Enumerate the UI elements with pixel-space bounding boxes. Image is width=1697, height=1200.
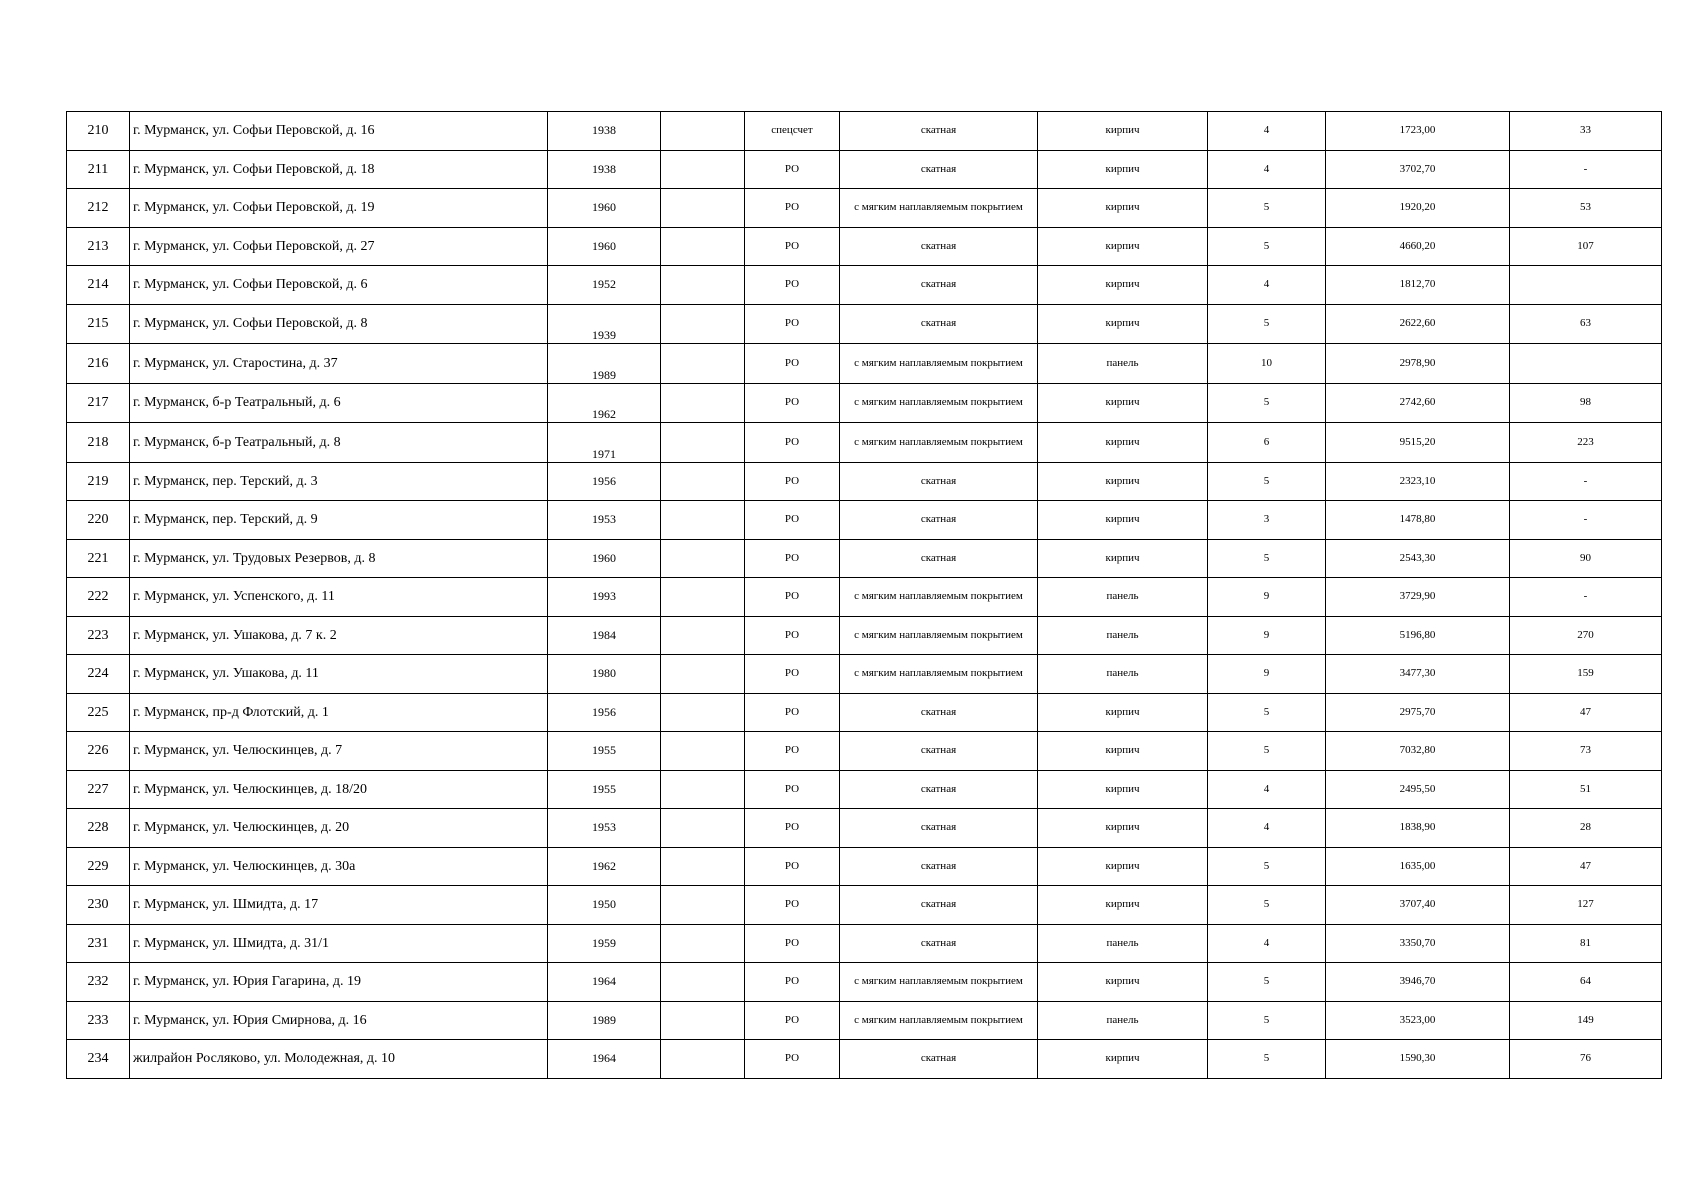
- floors-cell: 5: [1208, 227, 1326, 266]
- fund-method-cell: РО: [745, 732, 840, 771]
- count-cell: 270: [1510, 616, 1662, 655]
- address-cell: г. Мурманск, ул. Челюскинцев, д. 18/20: [130, 770, 548, 809]
- table-row: [67, 1040, 1662, 1079]
- area-cell: 2543,30: [1326, 539, 1510, 578]
- address-cell: г. Мурманск, ул. Успенского, д. 11: [130, 578, 548, 617]
- area-cell: 9515,20: [1326, 423, 1510, 463]
- roof-type-cell: с мягким наплавляемым покрытием: [840, 616, 1038, 655]
- address-cell: г. Мурманск, ул. Шмидта, д. 31/1: [130, 924, 548, 963]
- roof-type-cell: с мягким наплавляемым покрытием: [840, 344, 1038, 384]
- count-cell: 159: [1510, 655, 1662, 694]
- address-cell: г. Мурманск, ул. Софьи Перовской, д. 16: [130, 112, 548, 151]
- year-cell: 1993: [548, 578, 661, 617]
- empty-cell: [661, 150, 745, 189]
- table-row: [67, 150, 1662, 189]
- wall-material-cell: кирпич: [1038, 963, 1208, 1002]
- area-cell: 3350,70: [1326, 924, 1510, 963]
- address-cell: г. Мурманск, ул. Ушакова, д. 7 к. 2: [130, 616, 548, 655]
- wall-material-cell: кирпич: [1038, 189, 1208, 228]
- empty-cell: [661, 578, 745, 617]
- roof-type-cell: скатная: [840, 770, 1038, 809]
- fund-method-cell: РО: [745, 924, 840, 963]
- year-cell: 1971: [548, 423, 661, 463]
- count-cell: 51: [1510, 770, 1662, 809]
- fund-method-cell: РО: [745, 539, 840, 578]
- floors-cell: 4: [1208, 809, 1326, 848]
- table-row: [67, 655, 1662, 694]
- roof-type-cell: скатная: [840, 809, 1038, 848]
- address-cell: г. Мурманск, ул. Ушакова, д. 11: [130, 655, 548, 694]
- roof-type-cell: скатная: [840, 112, 1038, 151]
- table-row: [67, 304, 1662, 344]
- count-cell: -: [1510, 501, 1662, 540]
- count-cell: 28: [1510, 809, 1662, 848]
- fund-method-cell: спецсчет: [745, 112, 840, 151]
- fund-method-cell: РО: [745, 462, 840, 501]
- roof-type-cell: с мягким наплавляемым покрытием: [840, 383, 1038, 423]
- address-cell: г. Мурманск, ул. Софьи Перовской, д. 18: [130, 150, 548, 189]
- count-cell: 64: [1510, 963, 1662, 1002]
- count-cell: 223: [1510, 423, 1662, 463]
- empty-cell: [661, 924, 745, 963]
- roof-type-cell: скатная: [840, 227, 1038, 266]
- count-cell: 90: [1510, 539, 1662, 578]
- address-cell: жилрайон Росляково, ул. Молодежная, д. 10: [130, 1040, 548, 1079]
- empty-cell: [661, 809, 745, 848]
- table-row: [67, 616, 1662, 655]
- empty-cell: [661, 616, 745, 655]
- area-cell: 2323,10: [1326, 462, 1510, 501]
- fund-method-cell: РО: [745, 189, 840, 228]
- fund-method-cell: РО: [745, 809, 840, 848]
- row-number-cell: 228: [67, 809, 130, 848]
- table-row: [67, 539, 1662, 578]
- count-cell: -: [1510, 578, 1662, 617]
- empty-cell: [661, 847, 745, 886]
- area-cell: 3702,70: [1326, 150, 1510, 189]
- table-row: [67, 462, 1662, 501]
- year-cell: 1960: [548, 189, 661, 228]
- area-cell: 4660,20: [1326, 227, 1510, 266]
- row-number-cell: 227: [67, 770, 130, 809]
- floors-cell: 10: [1208, 344, 1326, 384]
- table-row: [67, 189, 1662, 228]
- table-row: [67, 963, 1662, 1002]
- floors-cell: 9: [1208, 578, 1326, 617]
- year-cell: 1956: [548, 462, 661, 501]
- table-row: [67, 924, 1662, 963]
- row-number-cell: 215: [67, 304, 130, 344]
- floors-cell: 5: [1208, 539, 1326, 578]
- fund-method-cell: РО: [745, 423, 840, 463]
- roof-type-cell: скатная: [840, 693, 1038, 732]
- table-row: [67, 266, 1662, 305]
- table-row: [67, 227, 1662, 266]
- floors-cell: 4: [1208, 150, 1326, 189]
- roof-type-cell: скатная: [840, 462, 1038, 501]
- wall-material-cell: кирпич: [1038, 847, 1208, 886]
- area-cell: 7032,80: [1326, 732, 1510, 771]
- roof-type-cell: с мягким наплавляемым покрытием: [840, 1001, 1038, 1040]
- year-cell: 1938: [548, 112, 661, 151]
- year-cell: 1984: [548, 616, 661, 655]
- address-cell: г. Мурманск, ул. Челюскинцев, д. 30а: [130, 847, 548, 886]
- empty-cell: [661, 383, 745, 423]
- fund-method-cell: РО: [745, 693, 840, 732]
- row-number-cell: 213: [67, 227, 130, 266]
- year-cell: 1980: [548, 655, 661, 694]
- year-cell: 1960: [548, 539, 661, 578]
- area-cell: 2742,60: [1326, 383, 1510, 423]
- address-cell: г. Мурманск, б-р Театральный, д. 6: [130, 383, 548, 423]
- count-cell: 53: [1510, 189, 1662, 228]
- address-cell: г. Мурманск, пер. Терский, д. 9: [130, 501, 548, 540]
- count-cell: 47: [1510, 847, 1662, 886]
- address-cell: г. Мурманск, ул. Старостина, д. 37: [130, 344, 548, 384]
- wall-material-cell: кирпич: [1038, 304, 1208, 344]
- area-cell: 1723,00: [1326, 112, 1510, 151]
- table-row: [67, 886, 1662, 925]
- fund-method-cell: РО: [745, 655, 840, 694]
- address-cell: г. Мурманск, ул. Софьи Перовской, д. 6: [130, 266, 548, 305]
- count-cell: 76: [1510, 1040, 1662, 1079]
- count-cell: 63: [1510, 304, 1662, 344]
- roof-type-cell: с мягким наплавляемым покрытием: [840, 189, 1038, 228]
- row-number-cell: 210: [67, 112, 130, 151]
- empty-cell: [661, 886, 745, 925]
- roof-type-cell: с мягким наплавляемым покрытием: [840, 963, 1038, 1002]
- floors-cell: 5: [1208, 383, 1326, 423]
- wall-material-cell: панель: [1038, 1001, 1208, 1040]
- wall-material-cell: панель: [1038, 924, 1208, 963]
- table-row: [67, 578, 1662, 617]
- wall-material-cell: кирпич: [1038, 770, 1208, 809]
- year-cell: 1989: [548, 1001, 661, 1040]
- table-row: [67, 770, 1662, 809]
- year-cell: 1955: [548, 770, 661, 809]
- empty-cell: [661, 266, 745, 305]
- row-number-cell: 217: [67, 383, 130, 423]
- year-cell: 1955: [548, 732, 661, 771]
- wall-material-cell: кирпич: [1038, 732, 1208, 771]
- wall-material-cell: кирпич: [1038, 383, 1208, 423]
- year-cell: 1962: [548, 847, 661, 886]
- area-cell: 2495,50: [1326, 770, 1510, 809]
- empty-cell: [661, 462, 745, 501]
- row-number-cell: 232: [67, 963, 130, 1002]
- address-cell: г. Мурманск, ул. Челюскинцев, д. 20: [130, 809, 548, 848]
- roof-type-cell: с мягким наплавляемым покрытием: [840, 655, 1038, 694]
- address-cell: г. Мурманск, ул. Трудовых Резервов, д. 8: [130, 539, 548, 578]
- area-cell: 5196,80: [1326, 616, 1510, 655]
- fund-method-cell: РО: [745, 383, 840, 423]
- count-cell: 81: [1510, 924, 1662, 963]
- area-cell: 3707,40: [1326, 886, 1510, 925]
- row-number-cell: 214: [67, 266, 130, 305]
- floors-cell: 5: [1208, 732, 1326, 771]
- year-cell: 1964: [548, 963, 661, 1002]
- row-number-cell: 219: [67, 462, 130, 501]
- row-number-cell: 230: [67, 886, 130, 925]
- fund-method-cell: РО: [745, 304, 840, 344]
- fund-method-cell: РО: [745, 1001, 840, 1040]
- area-cell: 3477,30: [1326, 655, 1510, 694]
- table-row: [67, 344, 1662, 384]
- row-number-cell: 229: [67, 847, 130, 886]
- empty-cell: [661, 693, 745, 732]
- address-cell: г. Мурманск, пр-д Флотский, д. 1: [130, 693, 548, 732]
- row-number-cell: 220: [67, 501, 130, 540]
- floors-cell: 9: [1208, 655, 1326, 694]
- wall-material-cell: панель: [1038, 616, 1208, 655]
- year-cell: 1953: [548, 501, 661, 540]
- count-cell: 107: [1510, 227, 1662, 266]
- wall-material-cell: кирпич: [1038, 112, 1208, 151]
- row-number-cell: 224: [67, 655, 130, 694]
- count-cell: 33: [1510, 112, 1662, 151]
- wall-material-cell: кирпич: [1038, 227, 1208, 266]
- count-cell: 73: [1510, 732, 1662, 771]
- roof-type-cell: скатная: [840, 539, 1038, 578]
- fund-method-cell: РО: [745, 501, 840, 540]
- area-cell: 3523,00: [1326, 1001, 1510, 1040]
- wall-material-cell: кирпич: [1038, 150, 1208, 189]
- row-number-cell: 211: [67, 150, 130, 189]
- address-cell: г. Мурманск, б-р Театральный, д. 8: [130, 423, 548, 463]
- count-cell: [1510, 266, 1662, 305]
- floors-cell: 5: [1208, 693, 1326, 732]
- row-number-cell: 233: [67, 1001, 130, 1040]
- row-number-cell: 231: [67, 924, 130, 963]
- address-cell: г. Мурманск, ул. Софьи Перовской, д. 27: [130, 227, 548, 266]
- year-cell: 1953: [548, 809, 661, 848]
- fund-method-cell: РО: [745, 227, 840, 266]
- wall-material-cell: кирпич: [1038, 809, 1208, 848]
- area-cell: 1920,20: [1326, 189, 1510, 228]
- table-row: [67, 847, 1662, 886]
- table-row: [67, 112, 1662, 151]
- row-number-cell: 212: [67, 189, 130, 228]
- empty-cell: [661, 963, 745, 1002]
- row-number-cell: 222: [67, 578, 130, 617]
- fund-method-cell: РО: [745, 616, 840, 655]
- empty-cell: [661, 732, 745, 771]
- address-cell: г. Мурманск, ул. Шмидта, д. 17: [130, 886, 548, 925]
- roof-type-cell: с мягким наплавляемым покрытием: [840, 423, 1038, 463]
- floors-cell: 5: [1208, 847, 1326, 886]
- address-cell: г. Мурманск, пер. Терский, д. 3: [130, 462, 548, 501]
- row-number-cell: 216: [67, 344, 130, 384]
- fund-method-cell: РО: [745, 886, 840, 925]
- address-cell: г. Мурманск, ул. Софьи Перовской, д. 19: [130, 189, 548, 228]
- year-cell: 1952: [548, 266, 661, 305]
- fund-method-cell: РО: [745, 1040, 840, 1079]
- area-cell: 3729,90: [1326, 578, 1510, 617]
- empty-cell: [661, 770, 745, 809]
- wall-material-cell: панель: [1038, 655, 1208, 694]
- wall-material-cell: панель: [1038, 578, 1208, 617]
- count-cell: 149: [1510, 1001, 1662, 1040]
- floors-cell: 4: [1208, 112, 1326, 151]
- table-body: [67, 112, 1662, 1079]
- year-cell: 1964: [548, 1040, 661, 1079]
- empty-cell: [661, 501, 745, 540]
- fund-method-cell: РО: [745, 266, 840, 305]
- area-cell: 3946,70: [1326, 963, 1510, 1002]
- empty-cell: [661, 423, 745, 463]
- floors-cell: 5: [1208, 189, 1326, 228]
- floors-cell: 5: [1208, 886, 1326, 925]
- wall-material-cell: кирпич: [1038, 266, 1208, 305]
- address-cell: г. Мурманск, ул. Юрия Гагарина, д. 19: [130, 963, 548, 1002]
- empty-cell: [661, 112, 745, 151]
- wall-material-cell: кирпич: [1038, 501, 1208, 540]
- area-cell: 2978,90: [1326, 344, 1510, 384]
- wall-material-cell: кирпич: [1038, 886, 1208, 925]
- count-cell: [1510, 344, 1662, 384]
- wall-material-cell: кирпич: [1038, 693, 1208, 732]
- year-cell: 1956: [548, 693, 661, 732]
- floors-cell: 3: [1208, 501, 1326, 540]
- row-number-cell: 221: [67, 539, 130, 578]
- wall-material-cell: кирпич: [1038, 462, 1208, 501]
- fund-method-cell: РО: [745, 578, 840, 617]
- floors-cell: 5: [1208, 462, 1326, 501]
- year-cell: 1960: [548, 227, 661, 266]
- table-row: [67, 809, 1662, 848]
- area-cell: 1478,80: [1326, 501, 1510, 540]
- floors-cell: 5: [1208, 1001, 1326, 1040]
- count-cell: 98: [1510, 383, 1662, 423]
- table-row: [67, 501, 1662, 540]
- year-cell: 1962: [548, 383, 661, 423]
- count-cell: -: [1510, 150, 1662, 189]
- area-cell: 1635,00: [1326, 847, 1510, 886]
- year-cell: 1959: [548, 924, 661, 963]
- empty-cell: [661, 344, 745, 384]
- floors-cell: 5: [1208, 1040, 1326, 1079]
- count-cell: -: [1510, 462, 1662, 501]
- address-cell: г. Мурманск, ул. Софьи Перовской, д. 8: [130, 304, 548, 344]
- empty-cell: [661, 655, 745, 694]
- roof-type-cell: скатная: [840, 886, 1038, 925]
- row-number-cell: 234: [67, 1040, 130, 1079]
- row-number-cell: 223: [67, 616, 130, 655]
- empty-cell: [661, 189, 745, 228]
- year-cell: 1939: [548, 304, 661, 344]
- table-row: [67, 1001, 1662, 1040]
- count-cell: 47: [1510, 693, 1662, 732]
- area-cell: 2622,60: [1326, 304, 1510, 344]
- fund-method-cell: РО: [745, 344, 840, 384]
- fund-method-cell: РО: [745, 770, 840, 809]
- empty-cell: [661, 227, 745, 266]
- fund-method-cell: РО: [745, 963, 840, 1002]
- floors-cell: 4: [1208, 266, 1326, 305]
- wall-material-cell: кирпич: [1038, 423, 1208, 463]
- fund-method-cell: РО: [745, 847, 840, 886]
- roof-type-cell: скатная: [840, 501, 1038, 540]
- year-cell: 1989: [548, 344, 661, 384]
- table-row: [67, 383, 1662, 423]
- area-cell: 1838,90: [1326, 809, 1510, 848]
- row-number-cell: 226: [67, 732, 130, 771]
- floors-cell: 6: [1208, 423, 1326, 463]
- roof-type-cell: скатная: [840, 266, 1038, 305]
- area-cell: 1590,30: [1326, 1040, 1510, 1079]
- address-cell: г. Мурманск, ул. Челюскинцев, д. 7: [130, 732, 548, 771]
- empty-cell: [661, 304, 745, 344]
- floors-cell: 5: [1208, 963, 1326, 1002]
- houses-table: [66, 111, 1662, 1079]
- roof-type-cell: с мягким наплавляемым покрытием: [840, 578, 1038, 617]
- count-cell: 127: [1510, 886, 1662, 925]
- wall-material-cell: кирпич: [1038, 1040, 1208, 1079]
- empty-cell: [661, 1001, 745, 1040]
- year-cell: 1938: [548, 150, 661, 189]
- wall-material-cell: панель: [1038, 344, 1208, 384]
- roof-type-cell: скатная: [840, 150, 1038, 189]
- roof-type-cell: скатная: [840, 732, 1038, 771]
- year-cell: 1950: [548, 886, 661, 925]
- roof-type-cell: скатная: [840, 924, 1038, 963]
- address-cell: г. Мурманск, ул. Юрия Смирнова, д. 16: [130, 1001, 548, 1040]
- table-row: [67, 732, 1662, 771]
- row-number-cell: 225: [67, 693, 130, 732]
- fund-method-cell: РО: [745, 150, 840, 189]
- area-cell: 1812,70: [1326, 266, 1510, 305]
- floors-cell: 4: [1208, 770, 1326, 809]
- row-number-cell: 218: [67, 423, 130, 463]
- wall-material-cell: кирпич: [1038, 539, 1208, 578]
- floors-cell: 5: [1208, 304, 1326, 344]
- empty-cell: [661, 1040, 745, 1079]
- roof-type-cell: скатная: [840, 847, 1038, 886]
- floors-cell: 4: [1208, 924, 1326, 963]
- roof-type-cell: скатная: [840, 304, 1038, 344]
- table-row: [67, 423, 1662, 463]
- table-row: [67, 693, 1662, 732]
- roof-type-cell: скатная: [840, 1040, 1038, 1079]
- floors-cell: 9: [1208, 616, 1326, 655]
- area-cell: 2975,70: [1326, 693, 1510, 732]
- empty-cell: [661, 539, 745, 578]
